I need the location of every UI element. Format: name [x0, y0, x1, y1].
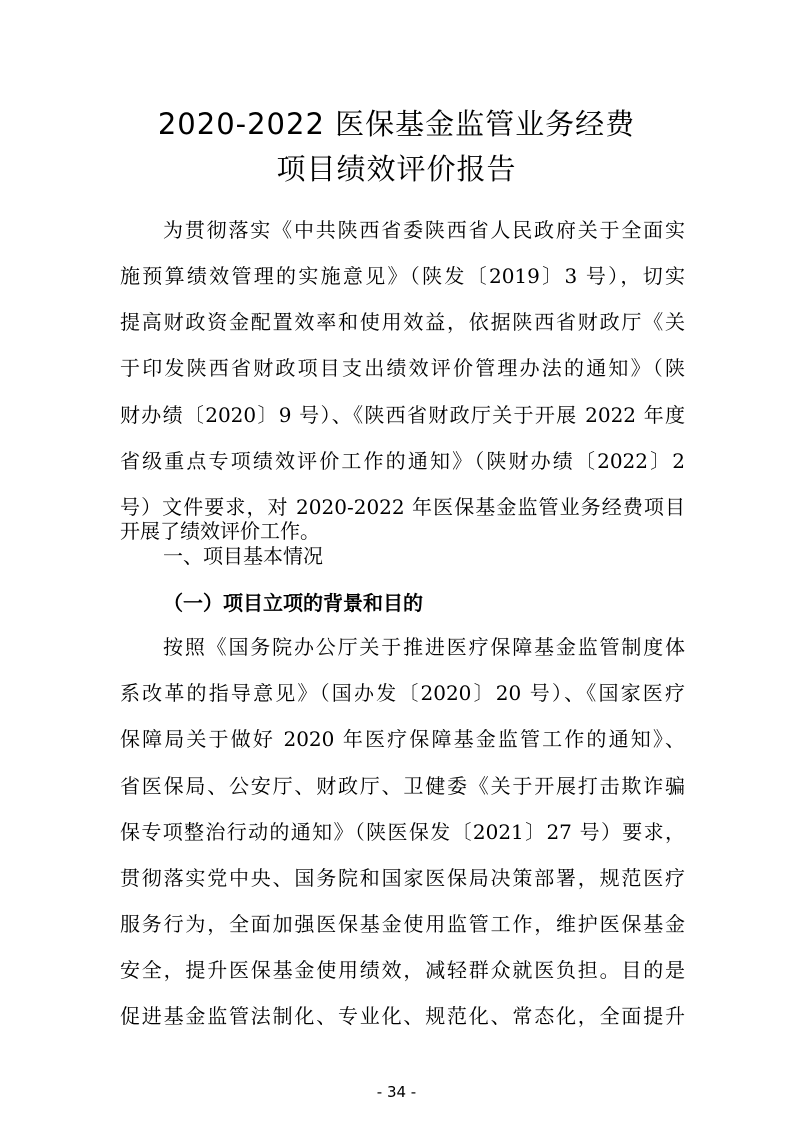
body-paragraph-line: 贯彻落实党中央、国务院和国家医保局决策部署，规范医疗	[120, 866, 685, 890]
intro-paragraph-line: 于印发陕西省财政项目支出绩效评价管理办法的通知》（陕	[120, 356, 685, 380]
body-paragraph-line: 服务行为，全面加强医保基金使用监管工作，维护医保基金	[120, 912, 685, 936]
body-paragraph-line: 保障局关于做好 2020 年医疗保障基金监管工作的通知》、	[120, 727, 685, 751]
intro-paragraph-line: 号）文件要求，对 2020-2022 年医保基金监管业务经费项目	[120, 495, 685, 519]
body-paragraph-line: 保专项整治行动的通知》（陕医保发〔2021〕27 号）要求，	[120, 820, 685, 844]
intro-paragraph-line: 施预算绩效管理的实施意见》（陕发〔2019〕3 号），切实	[120, 264, 685, 288]
intro-paragraph-line: 省级重点专项绩效评价工作的通知》（陕财办绩〔2022〕2	[120, 449, 685, 473]
body-paragraph-line: 系改革的指导意见》（国办发〔2020〕20 号）、《国家医疗	[120, 681, 685, 705]
body-paragraph-line: 安全，提升医保基金使用绩效，减轻群众就医负担。目的是	[120, 958, 685, 982]
intro-paragraph-line: 财办绩〔2020〕9 号）、《陕西省财政厅关于开展 2022 年度	[120, 403, 685, 427]
document-title-line-2: 项目绩效评价报告	[276, 152, 517, 186]
intro-paragraph-line: 提高财政资金配置效率和使用效益，依据陕西省财政厅《关	[120, 310, 685, 334]
page-number: - 34 -	[376, 1083, 417, 1101]
body-paragraph-line: 省医保局、公安厅、财政厅、卫健委《关于开展打击欺诈骗	[120, 774, 685, 798]
intro-paragraph-line: 开展了绩效评价工作。	[120, 519, 320, 543]
document-title-line-1: 2020-2022 医保基金监管业务经费	[157, 107, 636, 141]
body-paragraph-line: 促进基金监管法制化、专业化、规范化、常态化，全面提升	[120, 1004, 685, 1028]
body-paragraph-line: 按照《国务院办公厅关于推进医疗保障基金监管制度体	[163, 635, 685, 659]
subsection-heading: （一）项目立项的背景和目的	[163, 591, 423, 615]
intro-paragraph-line: 为贯彻落实《中共陕西省委陕西省人民政府关于全面实	[163, 218, 685, 242]
section-heading: 一、项目基本情况	[163, 544, 323, 568]
